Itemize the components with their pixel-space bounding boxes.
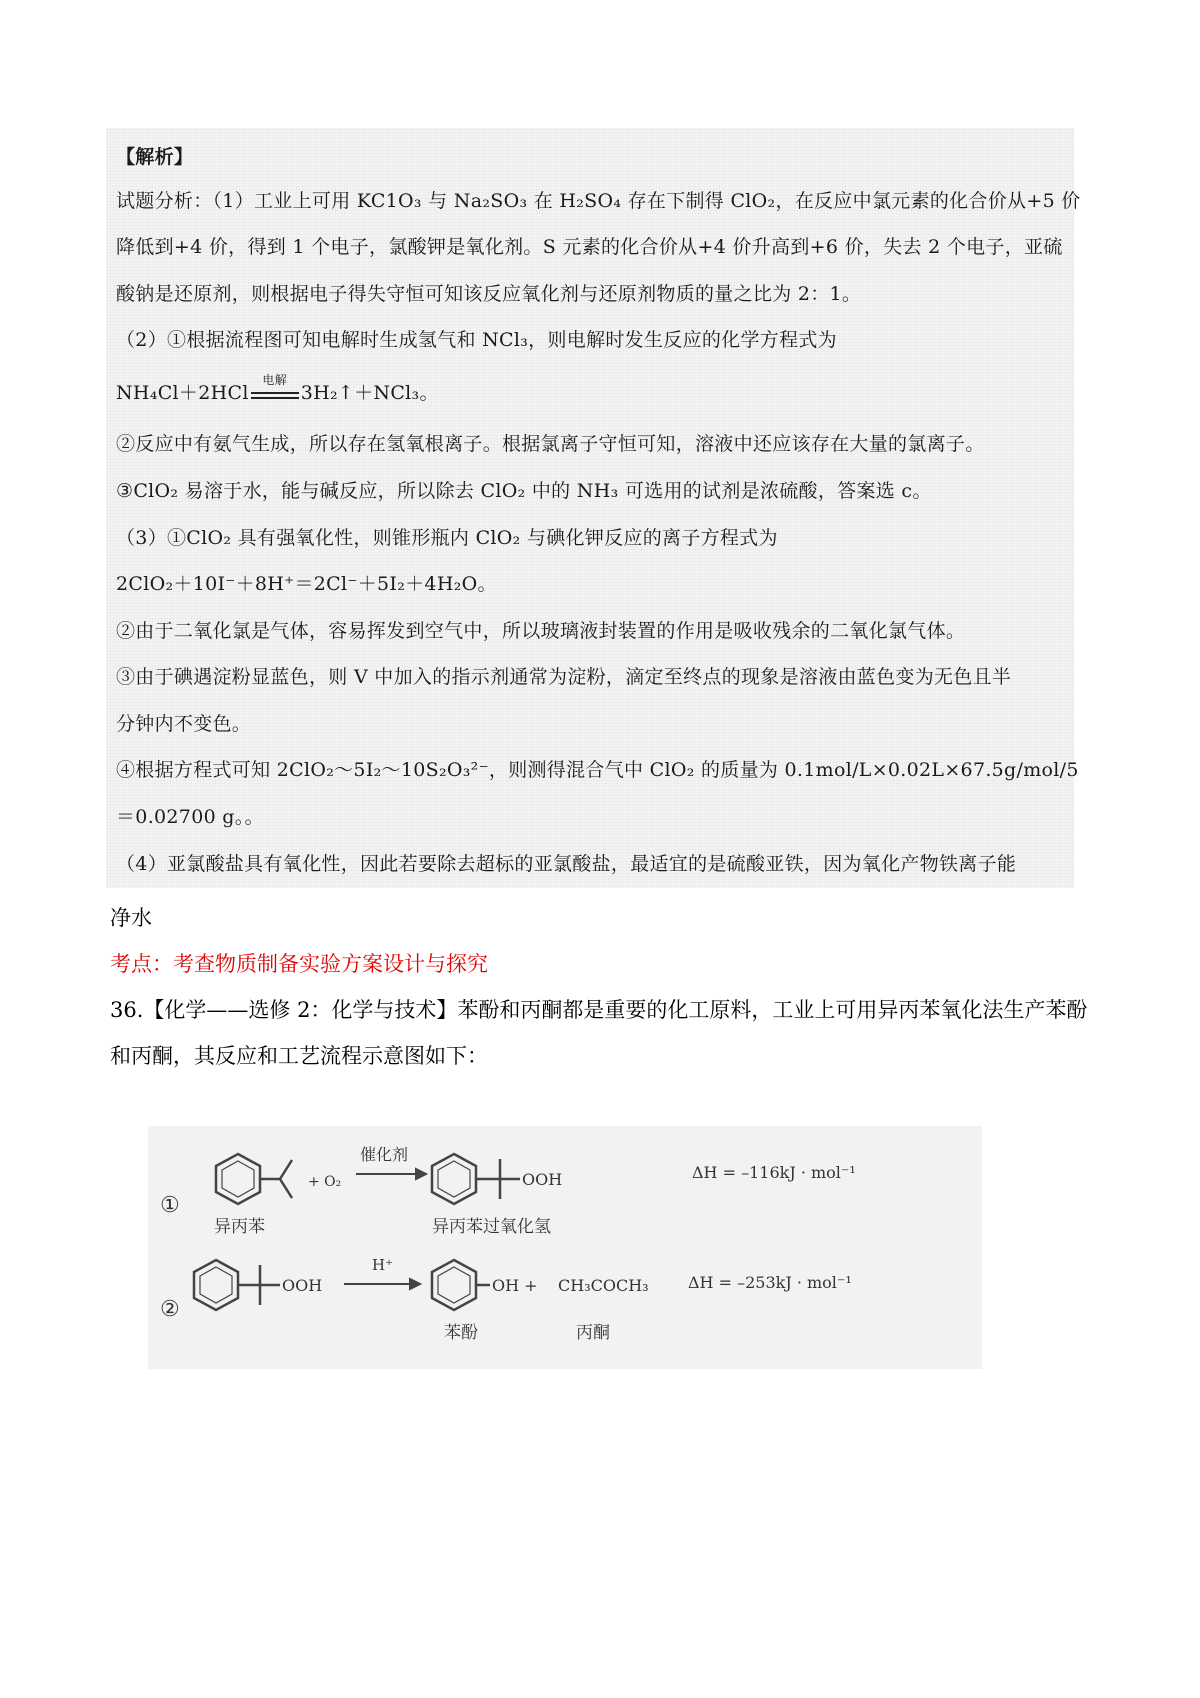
r1-delta-h: ΔH = –116kJ · mol⁻¹ [692, 1163, 856, 1182]
phenol-benzene-ring [432, 1260, 490, 1310]
analysis-line-9: ②由于二氧化氯是气体，容易挥发到空气中，所以玻璃液封装置的作用是吸收残余的二氧化氯气体。 [116, 620, 966, 642]
equation-electrolysis [116, 373, 439, 405]
r1-arrow [356, 1169, 426, 1179]
continuation-text: 净水 [110, 906, 152, 930]
analysis-line-10: ③由于碘遇淀粉显蓝色，则 V 中加入的指示剂通常为淀粉，滴定至终点的现象是溶液由蓝色变为无色且半 [116, 666, 1012, 688]
analysis-line-1: 试题分析：（1）工业上可用 KC1O₃ 与 Na₂SO₃ 在 H₂SO₄ 存在下制得 ClO₂，在反应中氯元素的化合价从+5 价 [116, 190, 1081, 212]
cumene-benzene-ring [216, 1154, 292, 1204]
analysis-line-7: （3）①ClO₂ 具有强氧化性，则锥形瓶内 ClO₂ 与碘化钾反应的离子方程式为 [116, 527, 778, 549]
analysis-line-13: ＝0.02700 g。。 [116, 806, 264, 828]
hydroperoxide-benzene-ring [432, 1154, 520, 1204]
analysis-line-5: ②反应中有氨气生成，所以存在氢氧根离子。根据氯离子守恒可知，溶液中还应该存在大量的氯离子。 [116, 433, 985, 455]
analysis-line-12: ④根据方程式可知 2ClO₂～5I₂～10S₂O₃²⁻，则测得混合气中 ClO₂ 的质量为 0.1mol/L×0.02L×67.5g/mol/5 [116, 759, 1079, 781]
r2-acetone-formula: CH₃COCH₃ [558, 1276, 649, 1295]
r2-delta-h: ΔH = –253kJ · mol⁻¹ [688, 1273, 852, 1292]
reaction-scheme-figure [148, 1126, 982, 1369]
kaodian-text: 考点：考查物质制备实验方案设计与探究 [110, 952, 488, 976]
equation-condition: 电解 [262, 373, 287, 387]
r1-plus-o2: + O₂ [308, 1174, 342, 1190]
question-36-line-2: 和丙酮，其反应和工艺流程示意图如下： [110, 1044, 488, 1068]
r1-product-name: 异丙苯过氧化氢 [432, 1217, 551, 1237]
analysis-line-3: 酸钠是还原剂，则根据电子得失守恒可知该反应氧化剂与还原剂物质的量之比为 2：1。 [116, 283, 862, 305]
question-36-line-1: 36.【化学——选修 2：化学与技术】苯酚和丙酮都是重要的化工原料，工业上可用异丙苯氧化法生产苯酚 [110, 998, 1088, 1022]
equation-arrow [251, 373, 299, 399]
r1-ooh-group: OOH [522, 1170, 563, 1189]
analysis-line-6: ③ClO₂ 易溶于水，能与碱反应，所以除去 ClO₂ 中的 NH₃ 可选用的试剂是浓硫酸，答案选 c。 [116, 480, 932, 502]
r1-catalyst: 催化剂 [360, 1145, 409, 1164]
equation-left: NH₄Cl＋2HCl [116, 382, 249, 404]
r1-reactant-name: 异丙苯 [214, 1217, 265, 1237]
reaction-scheme-svg [148, 1126, 982, 1369]
equation-right: 3H₂↑＋NCl₃。 [300, 382, 439, 404]
r2-oh-group: OH + [492, 1276, 538, 1295]
r2-number: ② [160, 1297, 180, 1322]
r1-number: ① [160, 1193, 180, 1218]
analysis-line-8: 2ClO₂＋10I⁻＋8H⁺＝2Cl⁻＋5I₂＋4H₂O。 [116, 573, 497, 595]
analysis-line-11: 分钟内不变色。 [116, 713, 252, 735]
r2-reactant-benzene-ring [194, 1260, 280, 1310]
analysis-line-2: 降低到+4 价，得到 1 个电子，氯酸钾是氧化剂。S 元素的化合价从+4 价升高到+6 价，失去 2 个电子，亚硫 [116, 236, 1063, 258]
analysis-line-14: （4）亚氯酸盐具有氧化性，因此若要除去超标的亚氯酸盐，最适宜的是硫酸亚铁，因为氧化产物铁离子能 [116, 853, 1017, 875]
analysis-header: 【解析】 [116, 146, 194, 168]
r2-phenol-name: 苯酚 [444, 1323, 478, 1343]
r2-arrow [344, 1279, 420, 1289]
r2-ooh-group: OOH [282, 1276, 323, 1295]
r2-catalyst: H⁺ [372, 1256, 393, 1274]
analysis-line-4: （2）①根据流程图可知电解时生成氢气和 NCl₃，则电解时发生反应的化学方程式为 [116, 329, 837, 351]
r2-acetone-name: 丙酮 [576, 1323, 610, 1343]
